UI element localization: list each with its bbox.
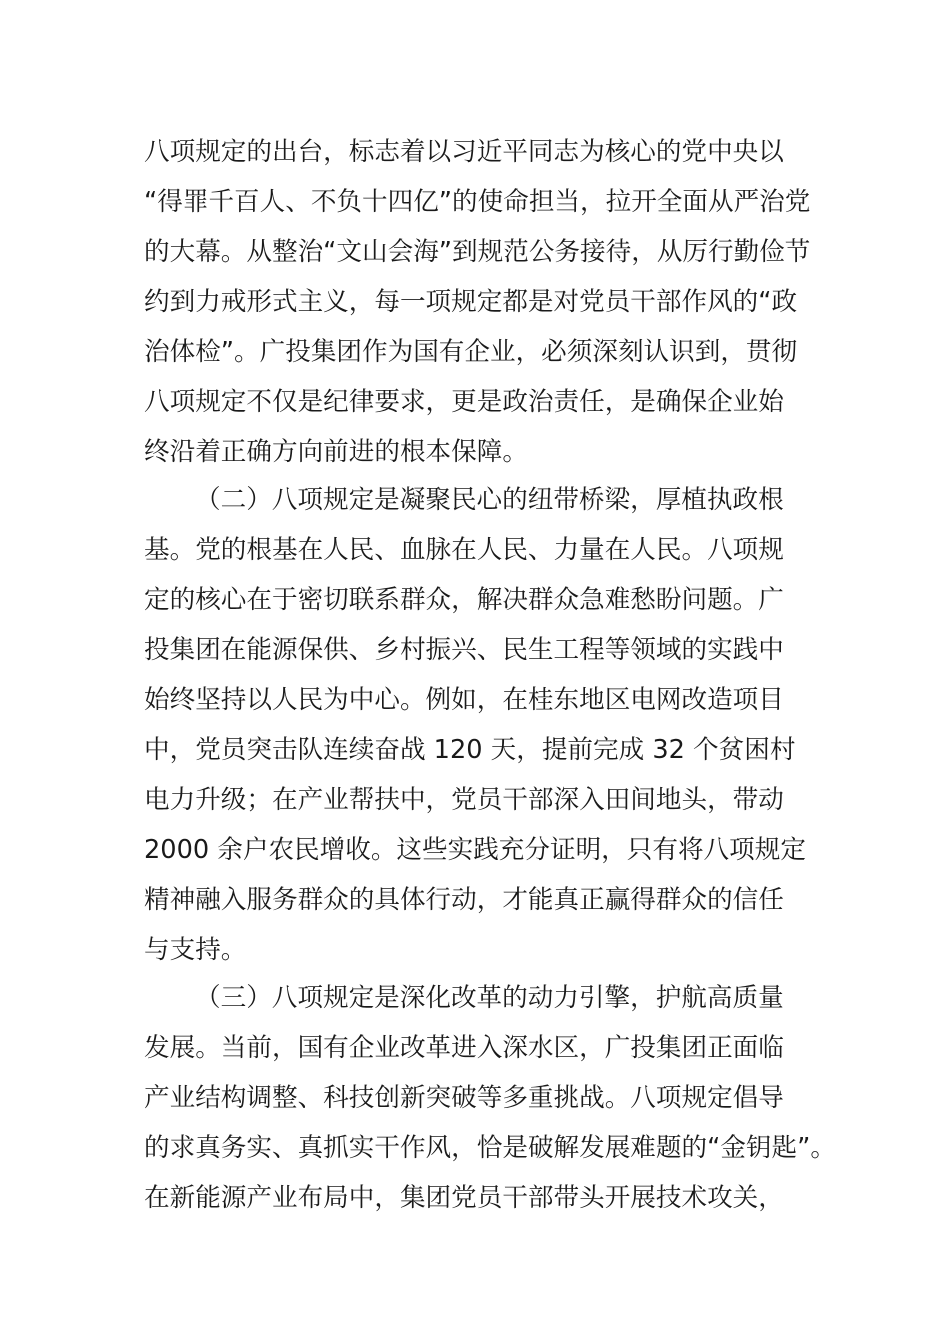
text-line: 终沿着正确方向前进的根本保障。 bbox=[144, 437, 528, 467]
text-line: 始终坚持以人民为中心。例如，在桂东地区电网改造项目 bbox=[144, 685, 784, 715]
text-line: 精神融入服务群众的具体行动，才能真正赢得群众的信任 bbox=[144, 885, 784, 915]
section-heading-3: （三）八项规定是深化改革的动力引擎，护航高质量 bbox=[195, 983, 784, 1013]
text-line: 电力升级；在产业帮扶中，党员干部深入田间地头，带动 bbox=[144, 785, 784, 815]
text-line: 发展。当前，国有企业改革进入深水区，广投集团正面临 bbox=[144, 1033, 784, 1063]
text-line: 与支持。 bbox=[144, 935, 247, 965]
text-line: 基。党的根基在人民、血脉在人民、力量在人民。八项规 bbox=[144, 535, 784, 565]
text-line: 定的核心在于密切联系群众，解决群众急难愁盼问题。广 bbox=[144, 585, 784, 615]
text-line: 2000 余户农民增收。这些实践充分证明，只有将八项规定 bbox=[144, 835, 806, 865]
text-line: 的求真务实、真抓实干作风，恰是破解发展难题的“金钥匙”。 bbox=[144, 1133, 836, 1163]
text-line: 约到力戒形式主义，每一项规定都是对党员干部作风的“政 bbox=[144, 287, 798, 317]
text-line: 治体检”。广投集团作为国有企业，必须深刻认识到，贯彻 bbox=[144, 337, 798, 367]
text-line: “得罪千百人、不负十四亿”的使命担当，拉开全面从严治党 bbox=[144, 187, 811, 217]
text-line: 八项规定不仅是纪律要求，更是政治责任，是确保企业始 bbox=[144, 387, 784, 417]
text-line: 的大幕。从整治“文山会海”到规范公务接待，从厉行勤俭节 bbox=[144, 237, 811, 267]
text-line: 中，党员突击队连续奋战 120 天，提前完成 32 个贫困村 bbox=[144, 735, 796, 765]
text-line: 投集团在能源保供、乡村振兴、民生工程等领域的实践中 bbox=[144, 635, 784, 665]
text-line: 产业结构调整、科技创新突破等多重挑战。八项规定倡导 bbox=[144, 1083, 784, 1113]
text-line: 在新能源产业布局中，集团党员干部带头开展技术攻关， bbox=[144, 1183, 784, 1213]
text-line: 八项规定的出台，标志着以习近平同志为核心的党中央以 bbox=[144, 137, 784, 167]
section-heading-2: （二）八项规定是凝聚民心的纽带桥梁，厚植执政根 bbox=[195, 485, 784, 515]
